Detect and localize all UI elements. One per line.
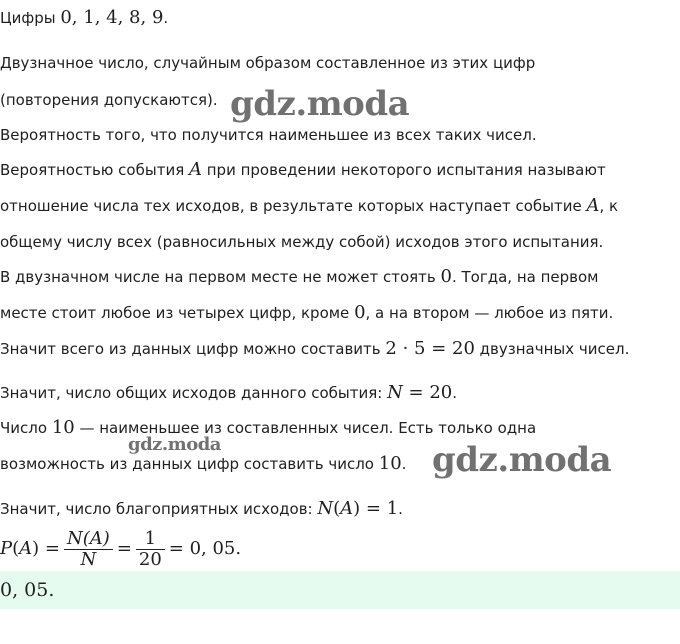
line-definition-2 [0,196,618,216]
fraction-denominator: 20 [138,548,162,570]
math-equals: = [116,538,132,559]
line-text: Число [0,419,52,437]
math-var: (A) [82,527,110,549]
line-smallest-1 [0,418,536,438]
line-favorable-outcomes [0,499,403,519]
watermark-logo: gdz.moda [230,84,410,124]
math-product: 2 · 5 = 20 [385,338,475,359]
math-var: N [66,527,83,549]
math-value: = 20 [402,382,453,403]
line-digits [0,8,168,28]
line-text: при проведении некоторого испытания называют [201,161,606,179]
math-result: = 0, 05. [168,538,242,559]
line-text: отношение числа тех исходов, в результате которых наступает событие [0,197,587,215]
fraction-denominator: N [80,548,97,570]
line-text: Вероятность того, что получится наименьшее из всех таких чисел. [0,126,537,144]
line-text: Двузначное число, случайным образом составленное из этих цифр [0,54,536,72]
line-text: Значит, число общих исходов данного события: [0,384,388,402]
math-ten: 10 [378,453,402,474]
line-text: — наименьшее из составленных чисел. Есть только одна [74,419,537,437]
line-smallest-2 [0,454,406,474]
math-paren: ( [12,538,20,559]
line-question [0,125,537,145]
math-paren: ) = [32,538,60,559]
line-reasoning-2 [0,303,613,323]
math-var: N [387,382,403,403]
watermark-logo: gdz.moda [432,440,612,480]
line-text: общему числу всех (равносильных между собой) исходов этого испытания. [0,233,604,251]
math-zero: 0 [440,266,452,287]
math-ten: 10 [51,417,75,438]
fraction-n-a-over-n [64,529,113,570]
line-condition-2 [0,90,218,110]
line-text: Вероятностью события [0,161,189,179]
line-text: Значит, число благоприятных исходов: [0,500,318,518]
watermark-logo: gdz.moda [128,434,221,455]
line-definition-1 [0,160,606,180]
line-text: . [163,9,169,27]
line-text: Значит всего из данных цифр можно составить [0,340,386,358]
answer-value: 0, 05. [0,579,55,601]
line-total-outcomes [0,383,457,403]
line-text: В двузначном числе на первом месте не может стоять [0,268,441,286]
math-var: A [586,195,600,216]
fraction-numerator: 1 [136,529,165,550]
fraction-numerator [64,529,113,550]
line-text: . [401,455,407,473]
line-text: , а на втором — любое из пяти. [365,304,614,322]
line-reasoning-1 [0,267,599,287]
line-text: Цифры [0,9,61,27]
line-text: возможность из данных цифр составить число [0,455,379,473]
line-text: двузначных чисел. [474,340,630,358]
math-var: N [317,498,334,519]
math-var: A [340,498,354,519]
line-condition-1 [0,53,535,73]
probability-formula [0,527,241,571]
math-paren: ( [333,498,341,519]
line-text: месте стоит любое из четырех цифр, кроме [0,304,355,322]
answer-box [0,571,680,609]
math-value: ) = 1 [353,498,399,519]
fraction-1-over-20 [136,529,165,570]
math-var: A [19,538,33,559]
math-digits: 0, 1, 4, 8, 9 [60,7,164,28]
line-reasoning-3 [0,339,629,359]
line-text: (повторения допускаются). [0,91,218,109]
line-text: . [398,500,403,518]
line-text: . Тогда, на первом [451,268,599,286]
math-var: A [188,159,202,180]
line-definition-3 [0,232,603,252]
math-zero: 0 [354,302,366,323]
line-text: . [452,384,458,402]
math-var: P [0,538,13,559]
line-text: , к [599,197,619,215]
